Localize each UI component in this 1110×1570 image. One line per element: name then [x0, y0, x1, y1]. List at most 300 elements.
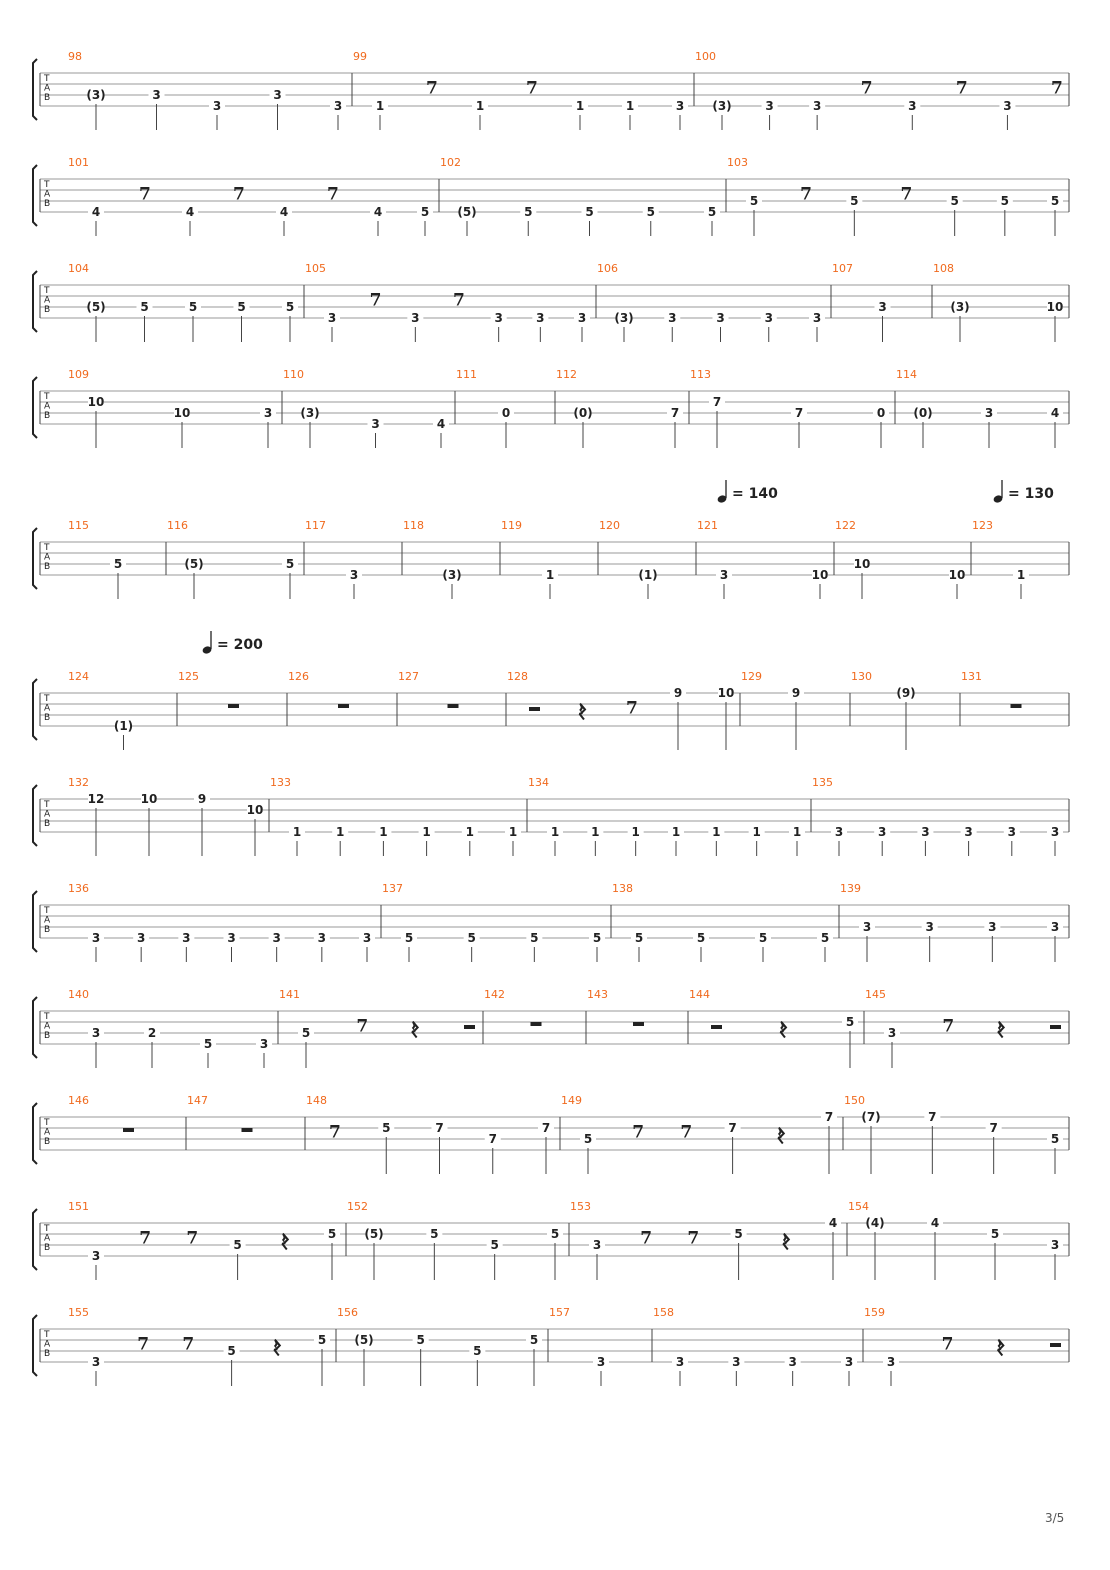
fret-number: 1 [792, 825, 802, 839]
quarter-rest: 𝄽 [272, 1336, 279, 1359]
bar-number: 113 [690, 368, 711, 381]
fret-number: 1 [591, 825, 600, 839]
bar-number: 133 [270, 776, 291, 789]
fret-number: 3 [1003, 99, 1012, 113]
fret-number: 3 [764, 311, 773, 325]
eighth-rest: 7 [687, 1228, 700, 1249]
fret-number: 3 [272, 931, 281, 945]
bar-number: 136 [68, 882, 89, 895]
fret-number: 7 [794, 406, 804, 420]
fret-number: 5 [1050, 194, 1060, 208]
fret-number: 3 [732, 1355, 741, 1369]
fret-number: (1) [113, 719, 134, 733]
tab-clef-letter: T [44, 1118, 50, 1128]
fret-number: 5 [420, 205, 430, 219]
fret-number: 3 [136, 931, 146, 945]
bar-number: 146 [68, 1094, 89, 1107]
bar-number: 134 [528, 776, 549, 789]
eighth-rest: 7 [1051, 78, 1063, 99]
whole-rest [228, 704, 239, 708]
quarter-rest: 𝄽 [578, 700, 584, 723]
fret-number: 3 [984, 406, 994, 420]
whole-rest [531, 1022, 542, 1026]
fret-number: 1 [336, 825, 345, 839]
bar-number: 123 [972, 519, 993, 532]
fret-number: 3 [592, 1238, 602, 1252]
fret-number: 10 [811, 568, 829, 582]
bar-number: 103 [727, 156, 748, 169]
bar-number: 126 [288, 670, 309, 683]
fret-number: 3 [596, 1355, 606, 1369]
fret-number: 5 [524, 205, 533, 219]
fret-number: 3 [1007, 825, 1016, 839]
bar-number: 112 [556, 368, 577, 381]
fret-number: (5) [457, 205, 477, 219]
fret-number: 10 [173, 406, 191, 420]
tab-clef-letter: B [44, 1031, 51, 1041]
tab-clef-letter: T [44, 694, 50, 704]
tempo-marking: = 130 [1008, 486, 1054, 502]
system-bracket [33, 528, 37, 589]
fret-number: 3 [719, 568, 729, 582]
whole-rest [1011, 704, 1022, 708]
half-rest [1050, 1343, 1061, 1347]
bar-number: 115 [68, 519, 89, 532]
fret-number: 3 [91, 1026, 101, 1040]
fret-number: 3 [668, 311, 677, 325]
fret-number: 3 [411, 311, 420, 325]
fret-number: 3 [536, 311, 545, 325]
bar-number: 101 [68, 156, 89, 169]
tab-clef-letter: B [44, 562, 51, 572]
bar-number: 135 [812, 776, 833, 789]
fret-number: (9) [896, 686, 916, 700]
fret-number: (3) [950, 300, 970, 314]
fret-number: 1 [712, 825, 721, 839]
fret-number: 1 [550, 825, 560, 839]
fret-number: 5 [233, 1238, 242, 1252]
bar-number: 153 [570, 1200, 591, 1213]
bar-number: 100 [695, 50, 716, 63]
bar-number: 139 [840, 882, 861, 895]
fret-number: 0 [876, 406, 886, 420]
quarter-rest: 𝄽 [779, 1018, 785, 1041]
fret-number: 3 [263, 406, 273, 420]
fret-number: 5 [850, 194, 859, 208]
fret-number: 5 [404, 931, 414, 945]
fret-number: 3 [921, 825, 930, 839]
fret-number: 3 [862, 920, 872, 934]
tab-clef-letter: A [44, 915, 51, 926]
bar-number: 145 [865, 988, 886, 1001]
fret-number: 5 [473, 1344, 482, 1358]
eighth-rest: 7 [626, 698, 638, 719]
bar-number: 157 [549, 1306, 570, 1319]
tempo-marking: = 140 [732, 486, 778, 502]
tab-clef-letter: A [44, 1339, 51, 1350]
bar-number: 98 [68, 50, 82, 63]
eighth-rest: 7 [139, 184, 151, 205]
fret-number: 3 [878, 300, 887, 314]
tab-clef-letter: A [44, 1233, 51, 1244]
fret-number: 5 [188, 300, 198, 314]
tab-clef-letter: T [44, 1012, 50, 1022]
fret-number: 1 [508, 825, 518, 839]
bar-number: 152 [347, 1200, 368, 1213]
whole-rest [242, 1128, 253, 1132]
bar-number: 110 [283, 368, 304, 381]
tab-clef-letter: T [44, 1330, 50, 1340]
bar-number: 156 [337, 1306, 358, 1319]
fret-number: 3 [273, 88, 282, 102]
fret-number: 1 [631, 825, 640, 839]
quarter-rest: 𝄽 [996, 1336, 1003, 1359]
bar-number: 149 [561, 1094, 582, 1107]
tab-clef-letter: T [44, 1224, 50, 1234]
quarter-rest: 𝄽 [410, 1018, 417, 1041]
fret-number: 0 [501, 406, 511, 420]
quarter-rest: 𝄽 [280, 1230, 287, 1253]
tab-clef-letter: A [44, 83, 51, 94]
eighth-rest: 7 [800, 184, 813, 205]
system-bracket [33, 377, 37, 438]
fret-number: 7 [435, 1121, 444, 1135]
tab-clef-letter: A [44, 1127, 51, 1138]
bar-number: 150 [844, 1094, 865, 1107]
fret-number: (0) [913, 406, 933, 420]
fret-number: 7 [728, 1121, 737, 1135]
fret-number: 5 [203, 1037, 213, 1051]
system-bracket [33, 1209, 37, 1270]
eighth-rest: 7 [137, 1334, 150, 1355]
fret-number: 7 [670, 406, 680, 420]
whole-rest [338, 704, 349, 708]
quarter-rest: 𝄽 [781, 1230, 788, 1253]
fret-number: 5 [467, 931, 476, 945]
fret-number: (3) [712, 99, 732, 113]
fret-number: 5 [696, 931, 706, 945]
bar-number: 148 [306, 1094, 327, 1107]
fret-number: 7 [989, 1121, 998, 1135]
tab-clef-letter: A [44, 295, 51, 306]
fret-number: 9 [197, 792, 207, 806]
bar-number: 155 [68, 1306, 89, 1319]
fret-number: 9 [791, 686, 801, 700]
fret-number: 4 [91, 205, 101, 219]
fret-number: 4 [1050, 406, 1060, 420]
fret-number: (3) [614, 311, 634, 325]
fret-number: 5 [758, 931, 768, 945]
fret-number: 3 [834, 825, 844, 839]
fret-number: 5 [634, 931, 644, 945]
fret-number: 4 [373, 205, 383, 219]
fret-number: 10 [140, 792, 158, 806]
tab-clef-letter: T [44, 74, 50, 84]
fret-number: 3 [182, 931, 191, 945]
eighth-rest: 7 [327, 184, 339, 205]
fret-number: 5 [327, 1227, 337, 1241]
system-bracket [33, 997, 37, 1058]
tab-clef-letter: B [44, 93, 51, 103]
eighth-rest: 7 [453, 290, 465, 311]
fret-number: 3 [494, 311, 503, 325]
fret-number: 3 [1050, 920, 1060, 934]
fret-number: 3 [988, 920, 997, 934]
tab-clef-letter: B [44, 1349, 51, 1359]
system-bracket [33, 59, 37, 120]
bar-number: 143 [587, 988, 608, 1001]
fret-number: 3 [362, 931, 372, 945]
bar-number: 106 [597, 262, 618, 275]
fret-number: 1 [465, 825, 474, 839]
bar-number: 111 [456, 368, 477, 381]
fret-number: 5 [950, 194, 959, 208]
fret-number: 1 [625, 99, 635, 113]
fret-number: 3 [349, 568, 359, 582]
bar-number: 125 [178, 670, 199, 683]
whole-rest [448, 704, 459, 708]
fret-number: 7 [541, 1121, 551, 1135]
eighth-rest: 7 [860, 78, 873, 99]
fret-number: 5 [301, 1026, 311, 1040]
system-bracket [33, 1103, 37, 1164]
fret-number: 3 [788, 1355, 797, 1369]
fret-number: 10 [717, 686, 735, 700]
fret-number: 3 [908, 99, 917, 113]
fret-number: 3 [964, 825, 973, 839]
bar-number: 127 [398, 670, 419, 683]
tab-clef-letter: T [44, 180, 50, 190]
fret-number: 3 [317, 931, 327, 945]
tab-clef-letter: T [44, 543, 50, 553]
tab-clef-letter: B [44, 1137, 51, 1147]
bar-number: 120 [599, 519, 620, 532]
system-bracket [33, 1315, 37, 1376]
fret-number: 3 [1050, 825, 1060, 839]
fret-number: 3 [925, 920, 934, 934]
bar-number: 132 [68, 776, 89, 789]
tab-clef-letter: A [44, 401, 51, 412]
fret-number: 5 [382, 1121, 391, 1135]
fret-number: 7 [488, 1132, 497, 1146]
whole-rest [123, 1128, 134, 1132]
tab-clef-letter: B [44, 305, 51, 315]
tab-clef-letter: A [44, 809, 51, 820]
bar-number: 105 [305, 262, 326, 275]
fret-number: 3 [91, 1249, 101, 1263]
fret-number: 3 [327, 311, 337, 325]
fret-number: 10 [1046, 300, 1064, 314]
eighth-rest: 7 [640, 1228, 653, 1249]
fret-number: (3) [300, 406, 320, 420]
fret-number: 3 [212, 99, 222, 113]
fret-number: 10 [246, 803, 264, 817]
fret-number: 9 [673, 686, 683, 700]
tab-clef-letter: T [44, 800, 50, 810]
fret-number: 5 [1050, 1132, 1060, 1146]
bar-number: 116 [167, 519, 188, 532]
fret-number: 1 [422, 825, 431, 839]
fret-number: 1 [375, 99, 385, 113]
fret-number: 5 [550, 1227, 560, 1241]
fret-number: 5 [749, 194, 759, 208]
tab-clef-letter: B [44, 819, 51, 829]
tab-clef-letter: T [44, 286, 50, 296]
fret-number: 7 [928, 1110, 937, 1124]
bar-number: 151 [68, 1200, 89, 1213]
bar-number: 128 [507, 670, 528, 683]
fret-number: 3 [91, 1355, 101, 1369]
fret-number: 5 [592, 931, 602, 945]
fret-number: 3 [227, 931, 236, 945]
fret-number: 5 [140, 300, 149, 314]
bar-number: 138 [612, 882, 633, 895]
tab-clef-letter: A [44, 552, 51, 563]
tab-clef-letter: A [44, 703, 51, 714]
bar-number: 104 [68, 262, 89, 275]
fret-number: 7 [824, 1110, 834, 1124]
system-bracket [33, 679, 37, 740]
fret-number: 3 [1050, 1238, 1060, 1252]
bar-number: 142 [484, 988, 505, 1001]
fret-number: 5 [845, 1015, 855, 1029]
fret-number: 5 [734, 1227, 743, 1241]
page-number: 3/5 [1045, 1511, 1065, 1525]
bar-number: 119 [501, 519, 522, 532]
fret-number: 1 [575, 99, 585, 113]
fret-number: 3 [844, 1355, 854, 1369]
fret-number: 5 [1000, 194, 1010, 208]
bar-number: 129 [741, 670, 762, 683]
fret-number: 3 [878, 825, 887, 839]
system-bracket [33, 271, 37, 332]
eighth-rest: 7 [680, 1122, 693, 1143]
fret-number: 7 [712, 395, 722, 409]
fret-number: 1 [671, 825, 681, 839]
bar-number: 99 [353, 50, 367, 63]
fret-number: (1) [638, 568, 658, 582]
fret-number: 4 [185, 205, 195, 219]
fret-number: 3 [371, 417, 380, 431]
fret-number: 10 [87, 395, 105, 409]
eighth-rest: 7 [356, 1016, 369, 1037]
fret-number: 3 [716, 311, 725, 325]
bar-number: 117 [305, 519, 326, 532]
system-bracket [33, 785, 37, 846]
tab-clef-letter: T [44, 906, 50, 916]
fret-number: 10 [948, 568, 966, 582]
fret-number: 5 [285, 557, 295, 571]
fret-number: 5 [237, 300, 246, 314]
bar-number: 124 [68, 670, 89, 683]
fret-number: 2 [147, 1026, 157, 1040]
fret-number: 3 [333, 99, 343, 113]
fret-number: (5) [364, 1227, 384, 1241]
fret-number: 1 [545, 568, 555, 582]
fret-number: 5 [585, 205, 594, 219]
whole-rest [633, 1022, 644, 1026]
fret-number: 3 [152, 88, 161, 102]
fret-number: 3 [887, 1026, 897, 1040]
bar-number: 154 [848, 1200, 869, 1213]
fret-number: 5 [416, 1333, 425, 1347]
fret-number: 5 [583, 1132, 593, 1146]
tab-clef-letter: B [44, 713, 51, 723]
quarter-rest: 𝄽 [776, 1124, 783, 1147]
fret-number: 1 [475, 99, 485, 113]
fret-number: 1 [1016, 568, 1026, 582]
eighth-rest: 7 [955, 78, 968, 99]
fret-number: 5 [707, 205, 717, 219]
system-bracket [33, 165, 37, 226]
tab-clef-letter: B [44, 411, 51, 421]
fret-number: 4 [828, 1216, 838, 1230]
tab-clef-letter: B [44, 199, 51, 209]
tab-clef-letter: A [44, 1021, 51, 1032]
bar-number: 109 [68, 368, 89, 381]
tab-clef-letter: A [44, 189, 51, 200]
bar-number: 141 [279, 988, 300, 1001]
fret-number: 4 [436, 417, 446, 431]
half-rest [529, 707, 540, 711]
bar-number: 122 [835, 519, 856, 532]
fret-number: 5 [529, 1333, 539, 1347]
half-rest [464, 1025, 475, 1029]
fret-number: (4) [865, 1216, 885, 1230]
eighth-rest: 7 [941, 1334, 954, 1355]
bar-number: 121 [697, 519, 718, 532]
fret-number: 5 [113, 557, 123, 571]
fret-number: 1 [292, 825, 302, 839]
fret-number: 12 [87, 792, 105, 806]
bar-number: 118 [403, 519, 424, 532]
fret-number: (5) [184, 557, 204, 571]
eighth-rest: 7 [329, 1122, 341, 1143]
bar-number: 102 [440, 156, 461, 169]
bar-number: 140 [68, 988, 89, 1001]
fret-number: (5) [354, 1333, 374, 1347]
bar-number: 130 [851, 670, 872, 683]
system-bracket [33, 891, 37, 952]
bar-number: 107 [832, 262, 853, 275]
bar-number: 114 [896, 368, 917, 381]
half-rest [711, 1025, 722, 1029]
tempo-marking: = 200 [217, 637, 263, 653]
bar-number: 144 [689, 988, 710, 1001]
eighth-rest: 7 [182, 1334, 195, 1355]
fret-number: (7) [861, 1110, 881, 1124]
fret-number: (5) [86, 300, 106, 314]
fret-number: (3) [442, 568, 462, 582]
fret-number: 5 [317, 1333, 327, 1347]
bar-number: 137 [382, 882, 403, 895]
eighth-rest: 7 [900, 184, 913, 205]
eighth-rest: 7 [139, 1228, 152, 1249]
bar-number: 159 [864, 1306, 885, 1319]
bar-number: 147 [187, 1094, 208, 1107]
quarter-rest: 𝄽 [996, 1018, 1003, 1041]
fret-number: 5 [430, 1227, 439, 1241]
eighth-rest: 7 [942, 1016, 955, 1037]
eighth-rest: 7 [186, 1228, 199, 1249]
fret-number: 3 [675, 1355, 685, 1369]
tab-clef-letter: B [44, 925, 51, 935]
fret-number: (3) [86, 88, 106, 102]
eighth-rest: 7 [632, 1122, 645, 1143]
half-rest [1050, 1025, 1061, 1029]
fret-number: 3 [675, 99, 685, 113]
fret-number: 5 [227, 1344, 236, 1358]
